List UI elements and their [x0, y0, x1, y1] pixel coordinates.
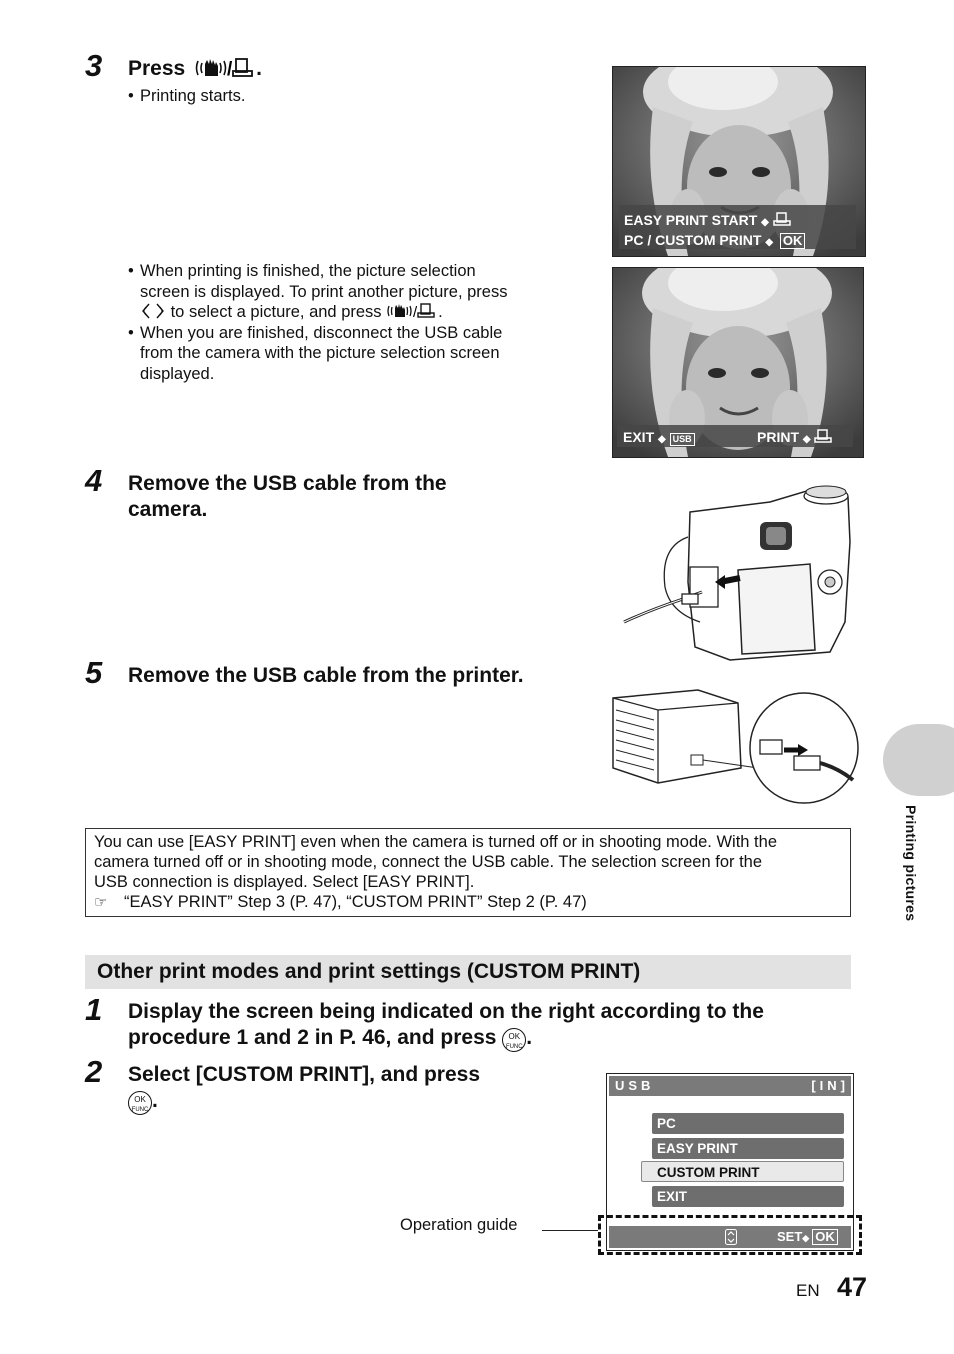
print-icon	[773, 212, 791, 227]
usb-menu-header	[609, 1076, 851, 1096]
ok-func-top: OK	[134, 1095, 146, 1104]
usb-menu-indicator: [IN]	[811, 1078, 849, 1093]
step-title-line: camera.	[128, 498, 208, 521]
arrow-icon: ◆	[765, 237, 774, 248]
step3-bullets	[128, 261, 558, 384]
step3-bullet-start	[128, 86, 245, 107]
arrow-icon: ◆	[802, 434, 811, 445]
screen-text: PC / CUSTOM PRINT	[624, 232, 762, 248]
footer-set-text: SET	[777, 1229, 803, 1244]
note-line: camera turned off or in shooting mode, connect the USB cable. The selection screen for the	[94, 853, 763, 871]
screen-line-easy-print-start	[624, 211, 791, 232]
shake-print-icon	[386, 302, 438, 320]
step-number: 4	[85, 463, 103, 498]
operation-guide-label: Operation guide	[400, 1216, 518, 1234]
step-title-line: Remove the USB cable from the	[128, 472, 447, 495]
step-title-line: Select [CUSTOM PRINT], and press	[128, 1063, 481, 1086]
print-icon	[814, 429, 832, 444]
bullet-line: to select a picture, and press	[170, 303, 382, 321]
shake-print-icon	[194, 56, 256, 80]
screen-text: PRINT	[757, 429, 799, 445]
screen-line-pc-custom-print	[624, 231, 805, 252]
ok-icon: OK	[812, 1229, 838, 1245]
camera-usb-illustration	[620, 482, 855, 662]
ok-func-icon	[502, 1028, 526, 1052]
arrow-icon: ◆	[761, 217, 769, 228]
step-title: Press / .	[128, 57, 262, 80]
section-heading: Other print modes and print settings (CUSTOM PRINT)	[85, 955, 851, 989]
usb-menu-item-easy-print[interactable]: EASY PRINT	[652, 1138, 844, 1159]
screen-print	[757, 428, 832, 449]
bullet-line: displayed.	[140, 364, 215, 383]
bullet-disconnect	[128, 323, 558, 385]
operation-guide-highlight	[598, 1215, 862, 1255]
step-number: 5	[85, 655, 103, 690]
camera-screen-photo-1	[612, 66, 866, 257]
bullet-finished: • When printing is finished, the picture selection screen is displayed. To print another picture, press to select a picture, and press / .	[128, 261, 558, 323]
bullet-line: screen is displayed. To print another picture, press	[140, 282, 508, 301]
step-title-line: procedure 1 and 2 in P. 46, and press	[128, 1026, 497, 1049]
arrow-pad-icon	[140, 302, 166, 320]
arrow-icon: ◆	[658, 434, 666, 445]
ok-func-icon	[128, 1091, 152, 1115]
screen-text: EASY PRINT START	[624, 212, 758, 228]
bullet-line: When printing is finished, the picture selection	[140, 262, 476, 280]
note-reference: “EASY PRINT” Step 3 (P. 47), “CUSTOM PRINT” Step 2 (P. 47)	[124, 893, 587, 911]
usb-menu-item-exit[interactable]: EXIT	[652, 1186, 844, 1207]
step-number: 3	[85, 48, 103, 83]
bullet-line: When you are finished, disconnect the USB cable	[140, 323, 503, 342]
step-number: 2	[85, 1054, 103, 1089]
note-line: USB connection is displayed. Select [EASY PRINT].	[94, 873, 475, 891]
bullet-line: from the camera with the picture selection screen	[140, 344, 500, 362]
screen-exit	[623, 428, 695, 449]
usb-menu-item-pc[interactable]: PC	[652, 1113, 844, 1134]
language-code: EN	[796, 1281, 820, 1300]
printer-usb-illustration	[608, 688, 863, 808]
ok-func-top: OK	[508, 1032, 521, 1041]
usb-menu-item-custom-print[interactable]: CUSTOM PRINT	[641, 1161, 844, 1182]
camera-screen-photo-2	[612, 267, 864, 458]
step-title-text: Press	[128, 57, 186, 80]
step-number: 1	[85, 992, 103, 1027]
step-title: Select [CUSTOM PRINT], and press OK FUNC .	[128, 1063, 481, 1113]
operation-guide-leader	[542, 1230, 598, 1231]
section-tab-label: Printing pictures	[903, 805, 919, 922]
step-title: Display the screen being indicated on the right according to the procedure 1 and 2 in P. 46, and press OK FUNC .	[128, 1000, 764, 1050]
note-box	[85, 828, 851, 917]
ok-func-bottom: FUNC	[131, 1107, 149, 1113]
step-title	[128, 471, 447, 523]
usb-menu-title: USB	[615, 1078, 655, 1093]
section-tab	[883, 724, 954, 796]
step-title: Remove the USB cable from the printer.	[128, 664, 524, 687]
usb-icon: USB	[670, 433, 695, 446]
screen-text: EXIT	[623, 429, 655, 445]
ok-func-bottom: FUNC	[505, 1044, 523, 1050]
svg-text:/: /	[227, 59, 233, 80]
step-title-line: Display the screen being indicated on the right according to the	[128, 1000, 764, 1023]
svg-text:/: /	[413, 304, 418, 320]
ok-icon: OK	[780, 233, 806, 249]
reference-icon: ☞	[94, 894, 108, 911]
page-number: 47	[837, 1272, 868, 1302]
note-line: You can use [EASY PRINT] even when the camera is turned off or in shooting mode. With the	[94, 833, 777, 851]
bullet-text: • Printing starts.	[128, 86, 245, 107]
arrow-icon: ◆	[802, 1233, 810, 1243]
